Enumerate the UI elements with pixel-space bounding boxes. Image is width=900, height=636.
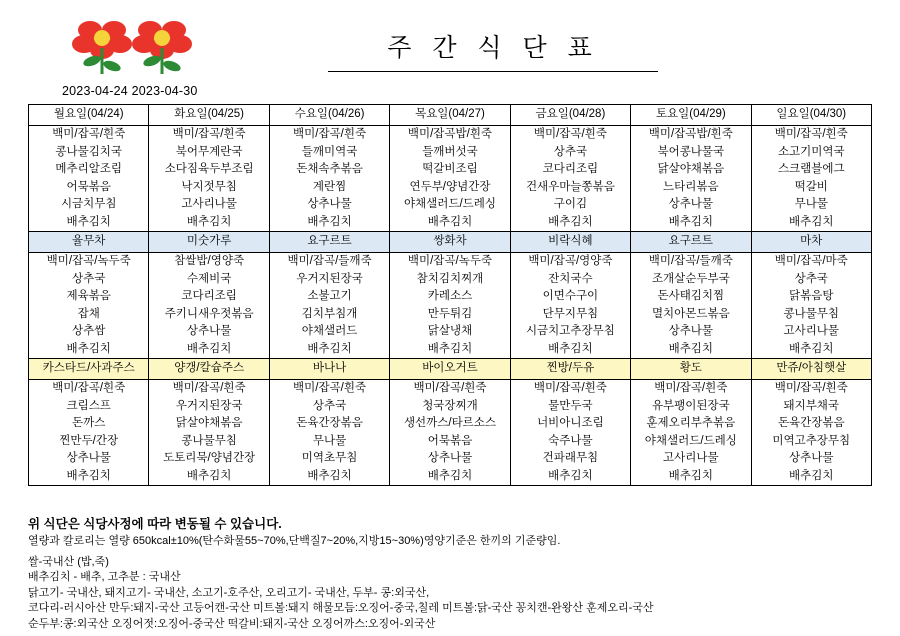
menu-line: 배추김치	[427, 215, 473, 228]
snack1-cell-sat: 요구르트	[631, 232, 751, 253]
menu-line: 잡채	[77, 307, 100, 320]
menu-line: 백미/잡곡/들깨죽	[287, 255, 372, 267]
lunch-row	[29, 253, 872, 359]
menu-line: 미역초무침	[301, 452, 358, 464]
dinner-cell-tue	[149, 380, 269, 486]
day-header-tue: 화요일(04/25)	[149, 105, 269, 126]
breakfast-cell-mon	[29, 126, 149, 232]
menu-line: 야채샐러드	[301, 325, 358, 337]
menu-line: 배추김치	[307, 469, 352, 482]
dinner-cell-wed	[269, 380, 389, 486]
menu-line: 상추국	[312, 399, 347, 412]
menu-line: 멸치아몬드볶음	[651, 307, 730, 320]
page-title-wrap	[328, 28, 658, 72]
menu-line: 무나물	[794, 198, 828, 210]
menu-line: 크림스프	[66, 399, 111, 412]
menu-line: 우거지된장국	[175, 399, 243, 412]
dinner-cell-sun	[751, 380, 871, 486]
menu-line: 카레소스	[427, 290, 473, 302]
menu-line: 백미/잡곡/흰죽	[293, 382, 367, 394]
snack1-cell-wed: 요구르트	[269, 232, 389, 253]
menu-line: 상추나물	[427, 452, 473, 464]
menu-line: 소고기미역국	[777, 145, 845, 158]
dinner-cell-mon	[29, 380, 149, 486]
notice-text: 위 식단은 식당사정에 따라 변동될 수 있습니다.	[28, 517, 282, 531]
menu-line: 백미/잡곡밥/흰죽	[648, 128, 733, 140]
menu-line: 상추국	[553, 145, 588, 158]
snack2-cell-mon: 카스타드/사과주스	[29, 359, 149, 380]
snack1-cell-mon: 율무차	[29, 232, 149, 253]
menu-line: 백미/잡곡/마죽	[774, 255, 848, 267]
lunch-cell-tue	[149, 253, 269, 359]
menu-line: 백미/잡곡/흰죽	[533, 382, 607, 394]
dinner-cell-thu	[390, 380, 510, 486]
menu-line: 백미/잡곡/영양죽	[528, 255, 613, 267]
menu-line: 들깨버섯국	[422, 145, 478, 158]
dinner-cell-sat	[631, 380, 751, 486]
menu-line: 콩나물무침	[783, 307, 840, 320]
menu-line: 고사리나물	[181, 198, 237, 210]
menu-line: 상추쌈	[72, 325, 106, 337]
menu-line: 배추김치	[789, 342, 834, 355]
menu-line: 구이김	[553, 198, 588, 210]
day-header-mon: 월요일(04/24)	[29, 105, 149, 126]
menu-line: 연두부/양념간장	[409, 180, 491, 193]
breakfast-cell-sat	[631, 126, 751, 232]
menu-line: 참치김치찌개	[416, 272, 484, 285]
menu-line: 찐만두/간장	[59, 434, 119, 447]
nutrition-text: 열량과 칼로리는 열량 650kcal±10%(탄수화물55~70%,단백질7~20%,지방15~30%)영양기준은 한끼의 기준량임.	[28, 535, 561, 547]
menu-line: 백미/잡곡/녹두죽	[407, 255, 493, 267]
snack2-cell-thu: 바이오거트	[390, 359, 510, 380]
snack2-row	[29, 359, 872, 380]
menu-line: 백미/잡곡/흰죽	[52, 128, 126, 140]
menu-line: 우거지된장국	[296, 272, 363, 285]
menu-line: 들깨미역국	[301, 145, 358, 158]
menu-line: 물만두국	[548, 399, 593, 412]
menu-line: 수제비국	[186, 272, 232, 285]
menu-line: 배추김치	[548, 469, 593, 482]
snack2-cell-sun: 만쥬/아침햇살	[751, 359, 871, 380]
menu-line: 배추김치	[668, 215, 714, 228]
snack1-cell-thu: 쌍화차	[390, 232, 510, 253]
menu-line: 배추김치	[427, 469, 473, 482]
footnotes	[28, 516, 878, 632]
flower-decoration-icon	[62, 16, 222, 78]
menu-line: 이면수구이	[542, 290, 599, 302]
origin-line: 배추김치 - 배추, 고추분 : 국내산	[28, 571, 181, 583]
menu-line: 건파래무침	[542, 452, 599, 464]
menu-line: 참쌀밥/영양죽	[174, 255, 245, 267]
menu-line: 잔치국수	[548, 272, 593, 285]
menu-line: 배추김치	[66, 215, 111, 228]
menu-line: 배추김치	[548, 215, 593, 228]
menu-line: 백미/잡곡/흰죽	[654, 382, 728, 394]
menu-line: 닭살야채볶음	[657, 163, 725, 175]
menu-line: 배추김치	[789, 215, 834, 228]
menu-line: 백미/잡곡/흰죽	[172, 128, 246, 140]
origin-line: 코다리-러시아산 만두:돼지-국산 고등어캔-국산 미트볼:돼지 해물모듬:오징어-중국,칠레 미트볼:닭-국산 꽁치캔-완왕산 훈제오리-국산	[28, 602, 654, 614]
origin-line: 쌀-국내산 (밥,죽)	[28, 555, 109, 568]
menu-line: 야채샐러드/드레싱	[403, 198, 497, 210]
menu-line: 배추김치	[66, 342, 111, 355]
menu-line: 배추김치	[427, 342, 473, 355]
menu-line: 배추김치	[66, 469, 111, 482]
menu-line: 떡갈비	[794, 180, 828, 193]
menu-line: 너비아니조림	[537, 417, 604, 429]
menu-line: 유부팽이된장국	[651, 399, 730, 412]
dinner-row	[29, 380, 872, 486]
menu-line: 숙주나물	[548, 434, 593, 447]
menu-line: 돈채속추볶음	[296, 163, 363, 175]
menu-line: 고사리나물	[783, 325, 840, 337]
menu-line: 백미/잡곡/들깨죽	[648, 255, 733, 267]
menu-line: 돼지부채국	[783, 399, 840, 412]
menu-line: 고사리나물	[663, 452, 719, 464]
breakfast-row	[29, 126, 872, 232]
menu-line: 백미/잡곡/녹두죽	[46, 255, 131, 267]
day-header-thu: 목요일(04/27)	[390, 105, 510, 126]
menu-line: 배추김치	[668, 469, 714, 482]
menu-line: 상추나물	[66, 452, 111, 464]
menu-line: 배추김치	[548, 342, 593, 355]
menu-line: 상추국	[72, 272, 106, 285]
menu-line: 훈제오리부추볶음	[646, 417, 736, 429]
origin-line: 순두부:콩:외국산 오징어젓:오징어-중국산 떡갈비:돼지-국산 오징어까스:오징어-외국산	[28, 617, 436, 630]
menu-line: 제육볶음	[66, 290, 111, 302]
breakfast-cell-wed	[269, 126, 389, 232]
menu-line: 배추김치	[186, 215, 232, 228]
lunch-cell-mon	[29, 253, 149, 359]
lunch-cell-sun	[751, 253, 871, 359]
menu-line: 단무지무침	[542, 307, 599, 320]
snack2-cell-wed: 바나나	[269, 359, 389, 380]
menu-line: 코다리조림	[542, 163, 599, 175]
menu-line: 돈사태김치찜	[657, 290, 725, 302]
menu-line: 콩나물무침	[181, 434, 237, 447]
menu-line: 조개살순두부국	[651, 272, 730, 285]
day-header-sun: 일요일(04/30)	[751, 105, 871, 126]
menu-line: 백미/잡곡/흰죽	[293, 128, 367, 140]
menu-line: 배추김치	[789, 469, 834, 482]
menu-line: 상추나물	[668, 198, 714, 210]
page-title: 주 간 식 단 표	[328, 28, 658, 72]
snack2-cell-fri: 찐방/두유	[510, 359, 630, 380]
menu-line: 상추나물	[789, 452, 834, 464]
lunch-cell-fri	[510, 253, 630, 359]
origin-line: 닭고기- 국내산, 돼지고기- 국내산, 소고기-호주산, 오리고기- 국내산, 두부- 콩:외국산,	[28, 586, 430, 599]
snack2-cell-tue: 양갱/칼슘주스	[149, 359, 269, 380]
snack1-cell-tue: 미숫가루	[149, 232, 269, 253]
menu-line: 북어콩나물국	[657, 145, 725, 158]
date-range: 2023-04-24 2023-04-30	[62, 84, 198, 98]
menu-line: 배추김치	[307, 215, 352, 228]
menu-line: 콩나물김치국	[55, 145, 123, 158]
menu-line: 청국장찌개	[422, 399, 478, 412]
menu-line: 떡갈비조림	[422, 163, 478, 175]
menu-line: 닭살야채볶음	[175, 417, 243, 429]
menu-line: 낙지젓무침	[181, 180, 237, 193]
table-header-row	[29, 105, 872, 126]
breakfast-cell-tue	[149, 126, 269, 232]
breakfast-cell-fri	[510, 126, 630, 232]
menu-line: 상추국	[794, 272, 828, 285]
menu-line: 북어무계란국	[175, 145, 243, 158]
menu-line: 만두튀김	[427, 307, 473, 320]
menu-line: 백미/잡곡/흰죽	[413, 382, 487, 394]
menu-line: 느타리볶음	[663, 180, 719, 193]
menu-line: 소다짐육두부조림	[164, 163, 254, 175]
snack1-cell-fri: 비락식혜	[510, 232, 630, 253]
menu-line: 어묵볶음	[66, 180, 111, 193]
snack1-row	[29, 232, 872, 253]
lunch-cell-wed	[269, 253, 389, 359]
menu-line: 돈육간장볶음	[777, 417, 845, 429]
menu-line: 배추김치	[668, 342, 714, 355]
day-header-sat: 토요일(04/29)	[631, 105, 751, 126]
menu-line: 배추김치	[186, 469, 232, 482]
menu-line: 건새우마늘쫑볶음	[525, 180, 615, 193]
weekly-menu-table	[28, 104, 872, 486]
menu-line: 시금치무침	[60, 198, 117, 210]
menu-line: 메추리알조림	[55, 163, 123, 175]
menu-line: 백미/잡곡밥/흰죽	[407, 128, 493, 140]
menu-line: 야채샐러드/드레싱	[644, 434, 737, 447]
menu-line: 계란찜	[312, 180, 347, 193]
menu-line: 백미/잡곡/흰죽	[774, 382, 848, 394]
breakfast-cell-sun	[751, 126, 871, 232]
breakfast-cell-thu	[390, 126, 510, 232]
menu-line: 백미/잡곡/흰죽	[172, 382, 246, 394]
menu-line: 어묵볶음	[427, 434, 473, 447]
menu-line: 돈까스	[72, 417, 106, 429]
menu-line: 생선까스/타르소스	[403, 417, 497, 429]
menu-line: 시금치고추장무침	[525, 325, 615, 337]
menu-line: 닭살냉채	[427, 325, 473, 337]
menu-line: 상추나물	[668, 325, 714, 337]
snack2-cell-sat: 황도	[631, 359, 751, 380]
lunch-cell-thu	[390, 253, 510, 359]
menu-line: 상추나물	[307, 198, 352, 210]
menu-line: 돈육간장볶음	[296, 417, 363, 429]
menu-line: 배추김치	[307, 342, 352, 355]
day-header-fri: 금요일(04/28)	[510, 105, 630, 126]
lunch-cell-sat	[631, 253, 751, 359]
menu-line: 주키니새우젓볶음	[164, 307, 254, 320]
menu-line: 상추나물	[186, 325, 232, 337]
menu-line: 도토리묵/양념간장	[163, 452, 256, 464]
menu-line: 백미/잡곡/흰죽	[52, 382, 126, 394]
menu-line: 미역고추장무침	[772, 434, 851, 447]
document-header	[28, 0, 872, 98]
day-header-wed: 수요일(04/26)	[269, 105, 389, 126]
dinner-cell-fri	[510, 380, 630, 486]
menu-line: 코다리조림	[181, 290, 237, 302]
menu-line: 무나물	[312, 434, 347, 447]
menu-line: 배추김치	[186, 342, 232, 355]
snack1-cell-sun: 마차	[751, 232, 871, 253]
menu-line: 닭볶음탕	[789, 290, 834, 302]
menu-line: 백미/잡곡/흰죽	[533, 128, 607, 140]
menu-line: 소불고기	[307, 290, 352, 302]
menu-line: 김치부침개	[301, 307, 358, 320]
menu-line: 백미/잡곡/흰죽	[774, 128, 848, 140]
menu-line: 스크램블에그	[777, 163, 845, 175]
